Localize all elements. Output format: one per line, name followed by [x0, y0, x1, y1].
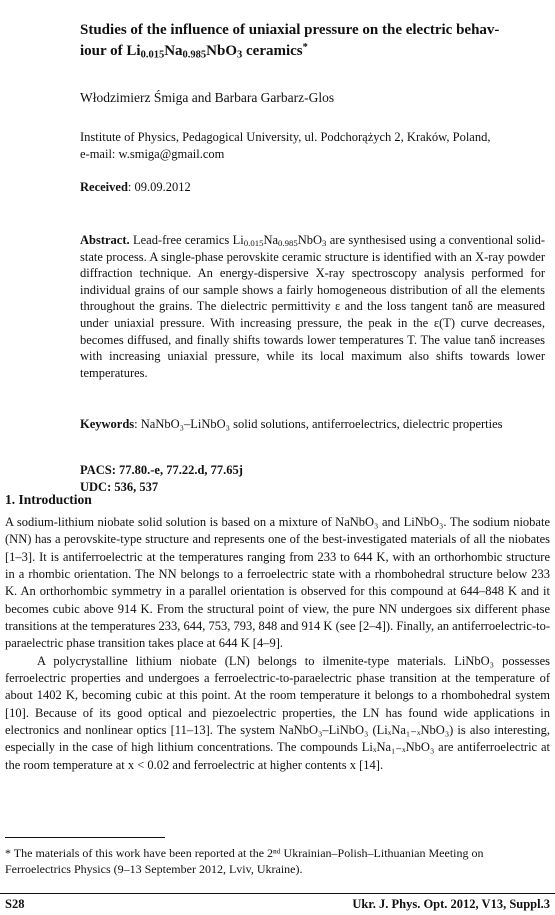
- paper-title: [80, 20, 540, 62]
- abstract-text: Lead-free ceramics Li: [129, 233, 244, 247]
- title-text: Na: [164, 43, 183, 59]
- footnote: * The materials of this work have been reported at the 2ⁿᵈ Ukrainian–Polish–Lithuanian Meeting on Ferroelectrics Physics (9–13 September 2012, Lviv, Ukraine).: [5, 846, 484, 876]
- footnote-divider: [5, 837, 165, 838]
- received-label: Received: [80, 180, 128, 194]
- received-value: : 09.09.2012: [127, 180, 191, 194]
- title-subscript: 0.015: [140, 49, 165, 61]
- footer-divider: [0, 893, 555, 894]
- title-subscript: 0.985: [182, 49, 207, 61]
- udc-codes: UDC: 536, 537: [80, 480, 159, 494]
- classification-codes: [80, 462, 243, 496]
- abstract-label: Abstract.: [80, 233, 130, 247]
- abstract-text: are synthesised using a conventional solid-state process. A single-phase perovskite ceramic structure is identified with an X-ray powder diffraction technique. An energy-dispersive X-ray spectroscopy analysis performed for individual grains of our sample shows a fairly homogeneous distribution of all the elements throughout the grains. The dielectric permittivity ε and the loss tangent tanδ are measured under uniaxial pressure. With increasing pressure, the peak in the ε(T) curve decreases, becomes diffused, and finally shifts towards lower temperatures T. The value tanδ increases with increasing uniaxial pressure, while its local maximum also shifts towards lower temperatures.: [80, 233, 545, 380]
- section-heading: 1. Introduction: [5, 492, 92, 507]
- abstract: [80, 232, 545, 381]
- title-text: iour of Li: [80, 43, 141, 59]
- pacs-codes: PACS: 77.80.-e, 77.22.d, 77.65j: [80, 463, 243, 477]
- abstract-subscript: 0.985: [278, 238, 298, 249]
- received-date: [80, 180, 191, 195]
- body-text: [5, 514, 550, 774]
- abstract-text: Na: [263, 233, 279, 247]
- title-line-1: Studies of the influence of uniaxial pressure on the electric behav-: [80, 22, 500, 38]
- abstract-text: NbO: [297, 233, 323, 247]
- paragraph: A sodium-lithium niobate solid solution is based on a mixture of NaNbO₃ and LiNbO₃. The sodium niobate (NN) has a perovskite-type structure and represents one of the best-investigated materials of all the niobates [1–3]. It is antiferroelectric at the temperatures ranging from 233 to 644 K, with an orthorhombic structure in a rhombic orientation. The NN belongs to a ferroelectric state with a rhombohedral structure below 233 K. An orthorhombic symmetry in a parallel orientation is observed for this compound at 644–848 K and it becomes cubic above 914 K. From the structural point of view, the pure NN undergoes six different phase transitions at the temperatures 233, 644, 753, 793, 848 and 914 K (see [2–4]). Finally, an antiferroelectric-to-paraelectric phase transition takes place at 644 K [4–9].: [5, 515, 550, 651]
- title-text: ceramics: [242, 43, 303, 59]
- title-subscript: 3: [237, 49, 243, 61]
- affiliation-line: Institute of Physics, Pedagogical University, ul. Podchorążych 2, Kraków, Poland,: [80, 130, 491, 144]
- abstract-subscript: 0.015: [243, 238, 264, 249]
- keywords: [80, 417, 550, 432]
- keywords-label: Keywords: [80, 417, 135, 431]
- abstract-subscript: 3: [322, 238, 327, 249]
- paragraph: A polycrystalline lithium niobate (LN) belongs to ilmenite-type materials. LiNbO₃ possesses ferroelectric properties and undergoes a ferroelectric-to-paraelectric phase transition at the temperature of about 1402 K, becoming cubic at this point. At the room temperature it belongs to a rhombohedral system [10]. Because of its good optical and piezoelectric properties, the LN has found wide applications in electronics and nonlinear optics [11–13]. The system NaNbO₃–LiNbO₃ (LiₓNa₁₋ₓNbO₃) is also interesting, especially in the case of high lithium concentrations. The compounds LiₓNa₁₋ₓNbO₃ are antiferroelectric at the room temperature at x < 0.02 and ferroelectric at higher contents x [14].: [5, 653, 550, 772]
- authors: Włodzimierz Śmiga and Barbara Garbarz-Glos: [80, 90, 335, 105]
- journal-citation: Ukr. J. Phys. Opt. 2012, V13, Suppl.3: [352, 897, 550, 911]
- title-text: NbO: [206, 43, 238, 59]
- keywords-value: : NaNbO₃–LiNbO₃ solid solutions, antiferroelectrics, dielectric properties: [134, 417, 503, 431]
- email: e-mail: w.smiga@gmail.com: [80, 147, 225, 161]
- affiliation: [80, 129, 545, 163]
- page-number: S28: [5, 897, 25, 911]
- footnote-marker: *: [302, 41, 308, 53]
